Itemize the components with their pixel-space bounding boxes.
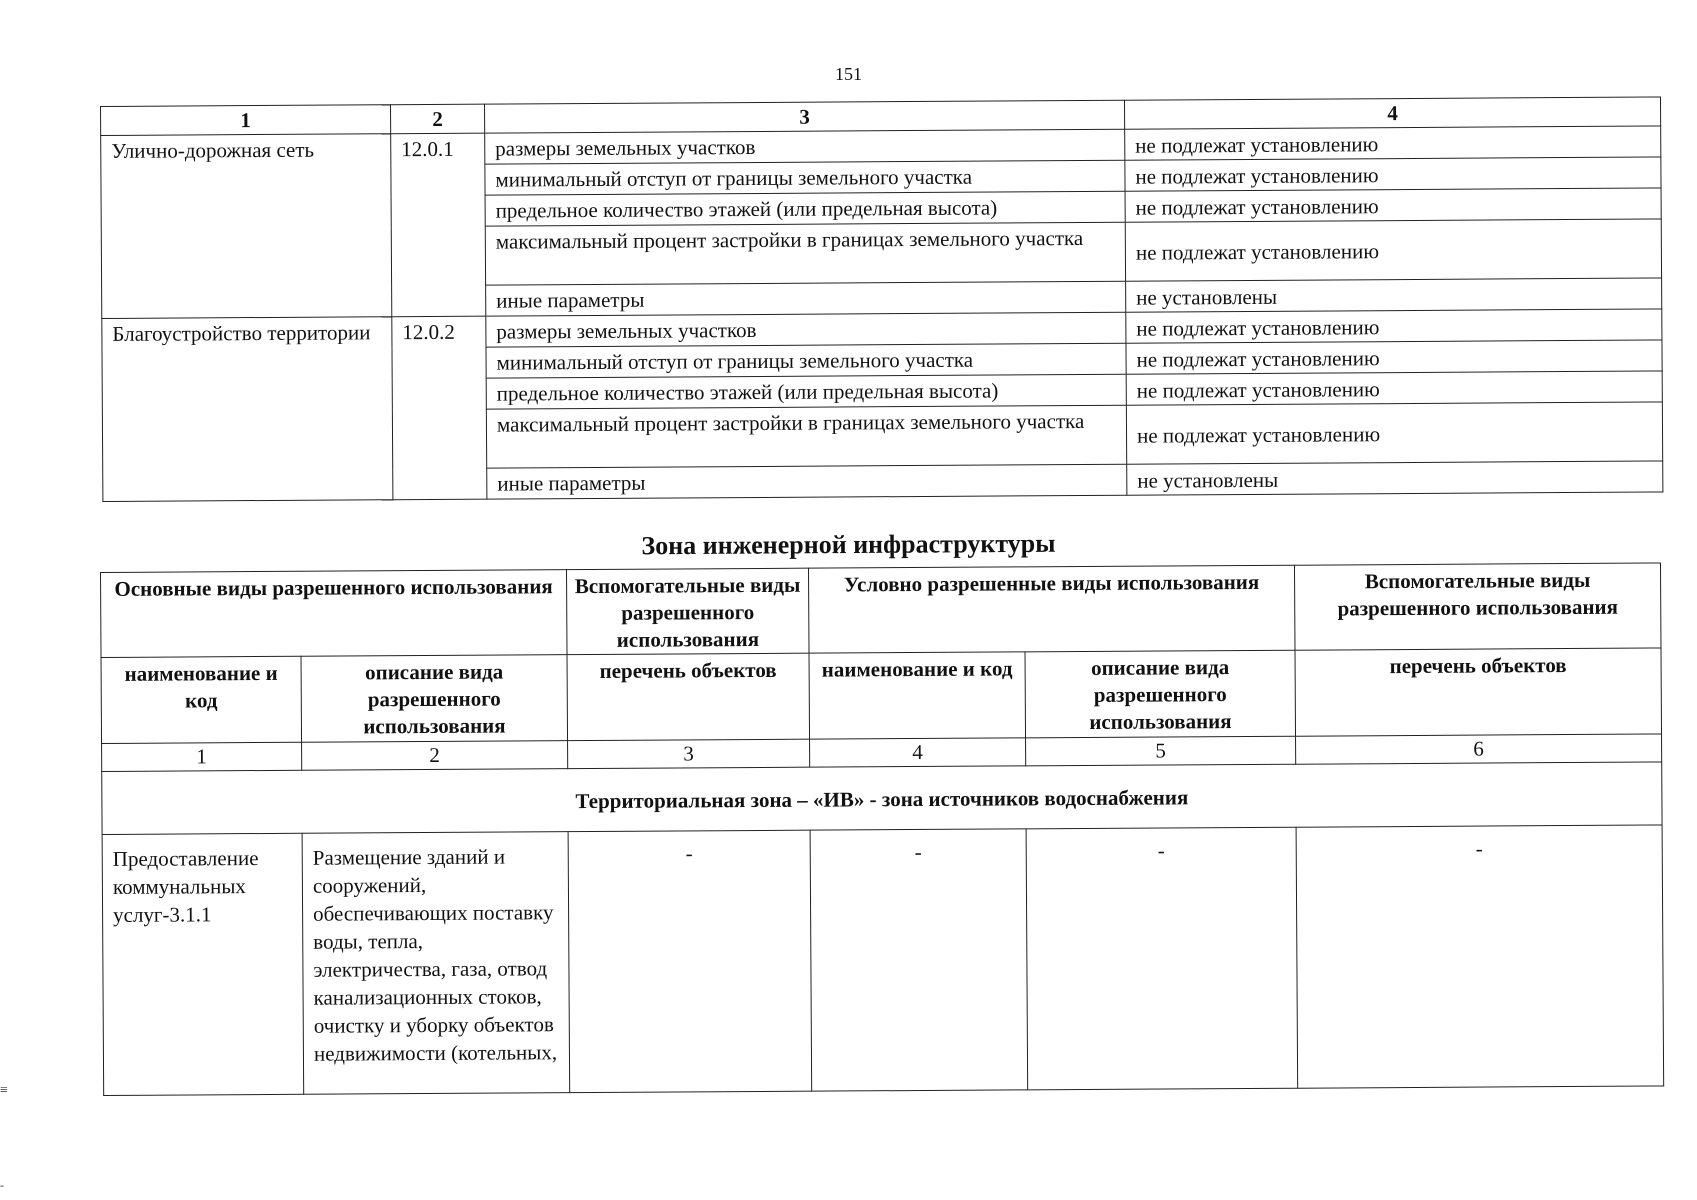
column-number: 2 <box>302 741 568 771</box>
parameter-value: не подлежат установлению <box>1126 371 1662 405</box>
scan-margin-mark: - <box>0 1178 4 1192</box>
column-number: 6 <box>1296 734 1662 764</box>
parameters-table <box>100 96 1662 502</box>
objects-list-cell-2: - <box>1296 825 1664 1088</box>
parameter-value: не установлены <box>1127 461 1663 495</box>
use-type-code: 12.0.1 <box>391 133 486 317</box>
parameter-name: максимальный процент застройки в границах земельного участка <box>486 405 1126 468</box>
conditional-name-cell: - <box>810 829 1028 1091</box>
column-number: 3 <box>568 739 810 768</box>
column-header-3: 3 <box>484 100 1124 133</box>
page-number: 151 <box>835 64 862 84</box>
parameter-value: не подлежат установлению <box>1125 219 1661 281</box>
header-conditional-use: Условно разрешенные виды использования <box>808 565 1295 653</box>
parameter-value: не установлены <box>1126 278 1662 312</box>
use-name-code: Предоставление коммунальных услуг-3.1.1 <box>102 833 304 1095</box>
conditional-description-cell: - <box>1026 827 1298 1090</box>
use-description: Размещение зданий и сооружений, обеспечивающих поставку воды, тепла, электричества, газа, отвод канализационных стоков, очистку и уборку объектов недвижимости (котельных, <box>302 832 570 1095</box>
use-type-name: Улично-дорожная сеть <box>101 134 392 319</box>
column-header-4: 4 <box>1124 97 1660 129</box>
parameter-name: минимальный отступ от границы земельного участка <box>485 160 1125 195</box>
parameter-name: предельное количество этажей (или предельная высота) <box>485 191 1125 226</box>
column-header-2: 2 <box>390 104 484 134</box>
parameter-value: не подлежат установлению <box>1126 309 1662 343</box>
zone-title: Зона инженерной инфраструктуры <box>641 528 1056 561</box>
header-auxiliary-use-2: Вспомогательные виды разрешенного использования <box>1294 563 1661 650</box>
header-auxiliary-use: Вспомогательные виды разрешенного использования <box>566 568 809 654</box>
use-type-name: Благоустройство территории <box>102 317 393 502</box>
column-header-1: 1 <box>101 105 391 136</box>
parameter-value: не подлежат установлению <box>1125 126 1661 160</box>
column-number: 1 <box>102 742 302 771</box>
scan-margin-mark: ≡ <box>0 1083 8 1098</box>
parameter-value: не подлежат установлению <box>1126 340 1662 374</box>
column-number: 5 <box>1026 736 1296 766</box>
header-name-code: наименование и код <box>101 656 302 743</box>
parameter-name: минимальный отступ от границы земельного участка <box>486 343 1126 378</box>
column-number: 4 <box>810 738 1026 767</box>
header-description: описание вида разрешенного использования <box>301 655 568 743</box>
parameter-name: максимальный процент застройки в границах земельного участка <box>485 222 1125 285</box>
parameter-name: размеры земельных участков <box>486 312 1126 347</box>
subzone-title: Территориальная зона – «ИВ» - зона источников водоснабжения <box>102 762 1662 835</box>
header-objects-list-2: перечень объектов <box>1295 648 1662 736</box>
header-conditional-description: описание вида разрешенного использования <box>1025 650 1296 738</box>
header-objects-list: перечень объектов <box>567 653 810 740</box>
parameter-value: не подлежат установлению <box>1125 157 1661 191</box>
parameter-value: не подлежат установлению <box>1125 188 1661 222</box>
use-type-code: 12.0.2 <box>392 316 487 500</box>
zone-usage-table <box>100 562 1663 1096</box>
header-main-use: Основные виды разрешенного использования <box>101 570 568 658</box>
objects-list-cell: - <box>568 830 812 1092</box>
parameter-name: иные параметры <box>487 464 1127 499</box>
header-conditional-name-code: наименование и код <box>809 652 1026 739</box>
parameter-name: иные параметры <box>486 281 1126 316</box>
subzone-row <box>102 762 1662 835</box>
table-row <box>102 825 1664 1096</box>
parameter-value: не подлежат установлению <box>1126 402 1662 464</box>
parameter-name: размеры земельных участков <box>485 129 1125 164</box>
parameter-name: предельное количество этажей (или предельная высота) <box>486 374 1126 409</box>
